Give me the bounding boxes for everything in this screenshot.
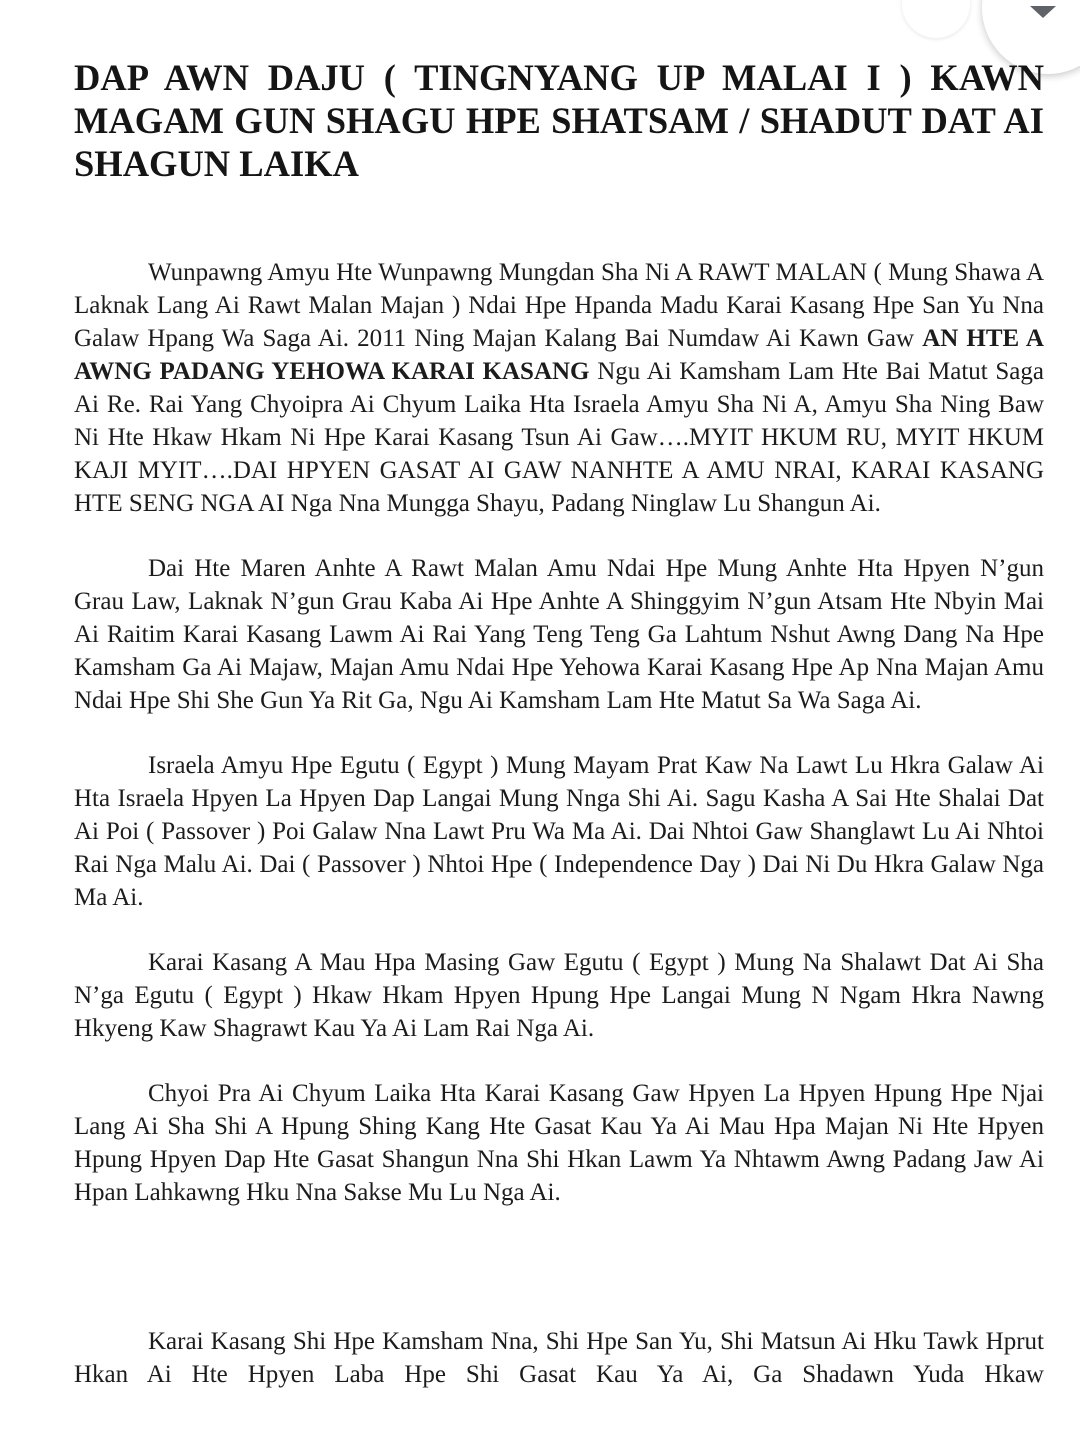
overlay-circle	[902, 0, 970, 38]
paragraph: Karai Kasang Shi Hpe Kamsham Nna, Shi Hpe San Yu, Shi Matsun Ai Hku Tawk Hprut Hkan Ai Hte Hpyen Laba Hpe Shi Gasat Kau Ya Ai, Ga Shadawn Yuda Hkaw	[74, 1328, 1044, 1388]
paragraph	[74, 256, 1044, 520]
paragraph: Israela Amyu Hpe Egutu ( Egypt ) Mung Mayam Prat Kaw Na Lawt Lu Hkra Galaw Ai Hta Israela Hpyen La Hpyen Dap Langai Mung Nnga Shi Ai. Sagu Kasha A Sai Hte Shalai Dat Ai Poi ( Passover ) Poi Galaw Nna Lawt Pru Wa Ma Ai. Dai Nhtoi Gaw Shanglawt Lu Ai Nhtoi Rai Nga Malu Ai. Dai ( Passover ) Nhtoi Hpe ( Independence Day ) Dai Ni Du Hkra Galaw Nga Ma Ai.	[74, 752, 1044, 911]
paragraph-text: Wunpawng Amyu Hte Wunpawng Mungdan Sha Ni A RAWT MALAN ( Mung Shawa A Laknak Lang Ai Rawt Malan Majan ) Ndai Hpe Hpanda Madu Karai Kasang Hpe San Yu Nna Galaw Hpang Wa Saga Ai. 2011 Ning Majan Kalang Bai Numdaw Ai Kawn Gaw	[74, 259, 1044, 352]
document-title: DAP AWN DAJU ( TINGNYANG UP MALAI I ) KAWN MAGAM GUN SHAGU HPE SHATSAM / SHADUT DAT AI SHAGUN LAIKA	[74, 57, 1044, 184]
document-body	[74, 256, 1044, 1241]
chevron-down-icon	[1030, 6, 1056, 18]
paragraph: Dai Hte Maren Anhte A Rawt Malan Amu Ndai Hpe Mung Anhte Hta Hpyen N’gun Grau Law, Laknak N’gun Grau Kaba Ai Hpe Anhte A Shinggyim N’gun Atsam Hte Nbyin Mai Ai Raitim Karai Kasang Lawm Ai Rai Yang Teng Teng Ga Lahtum Nshut Awng Dang Na Hpe Kamsham Ga Ai Majaw, Majan Amu Ndai Hpe Yehowa Karai Kasang Hpe Ap Nna Majan Amu Ndai Hpe Shi She Gun Ya Rit Ga, Ngu Ai Kamsham Lam Hte Matut Sa Wa Saga Ai.	[74, 555, 1044, 714]
paragraph-text: Ngu Ai Kamsham Lam Hte Bai Matut Saga Ai Re. Rai Yang Chyoipra Ai Chyum Laika Hta Israela Amyu Sha Ni A, Amyu Sha Ning Baw Ni Hte Hkaw Hkam Ni Hpe Karai Kasang Tsun Ai Gaw….MYIT HKUM RU, MYIT HKUM KAJI MYIT….DAI HPYEN GASAT AI GAW NANHTE A AMU NRAI, KARAI KASANG HTE SENG NGA AI Nga Nna Mungga Shayu, Padang Ninglaw Lu Shangun Ai.	[74, 358, 1044, 517]
paragraph-bold-text: AN HTE A AWNG PADANG YEHOWA KARAI KASANG	[74, 325, 1044, 385]
paragraph: Karai Kasang A Mau Hpa Masing Gaw Egutu ( Egypt ) Mung Na Shalawt Dat Ai Sha N’ga Egutu ( Egypt ) Hkaw Hkam Hpyen Hpung Hpe Langai Mung N Ngam Hkra Nawng Hkyeng Kaw Shagrawt Kau Ya Ai Lam Rai Nga Ai.	[74, 949, 1044, 1042]
paragraph: Chyoi Pra Ai Chyum Laika Hta Karai Kasang Gaw Hpyen La Hpyen Hpung Hpe Njai Lang Ai Sha Shi A Hpung Shing Kang Hte Gasat Kau Ya Ai Mau Hpa Majan Ni Hte Hpyen Hpung Hpyen Dap Hte Gasat Shangun Nna Shi Hkan Lawm Ya Nhtawm Awng Padang Jaw Ai Hpan Lahkawng Hku Nna Sakse Mu Lu Nga Ai.	[74, 1080, 1044, 1206]
